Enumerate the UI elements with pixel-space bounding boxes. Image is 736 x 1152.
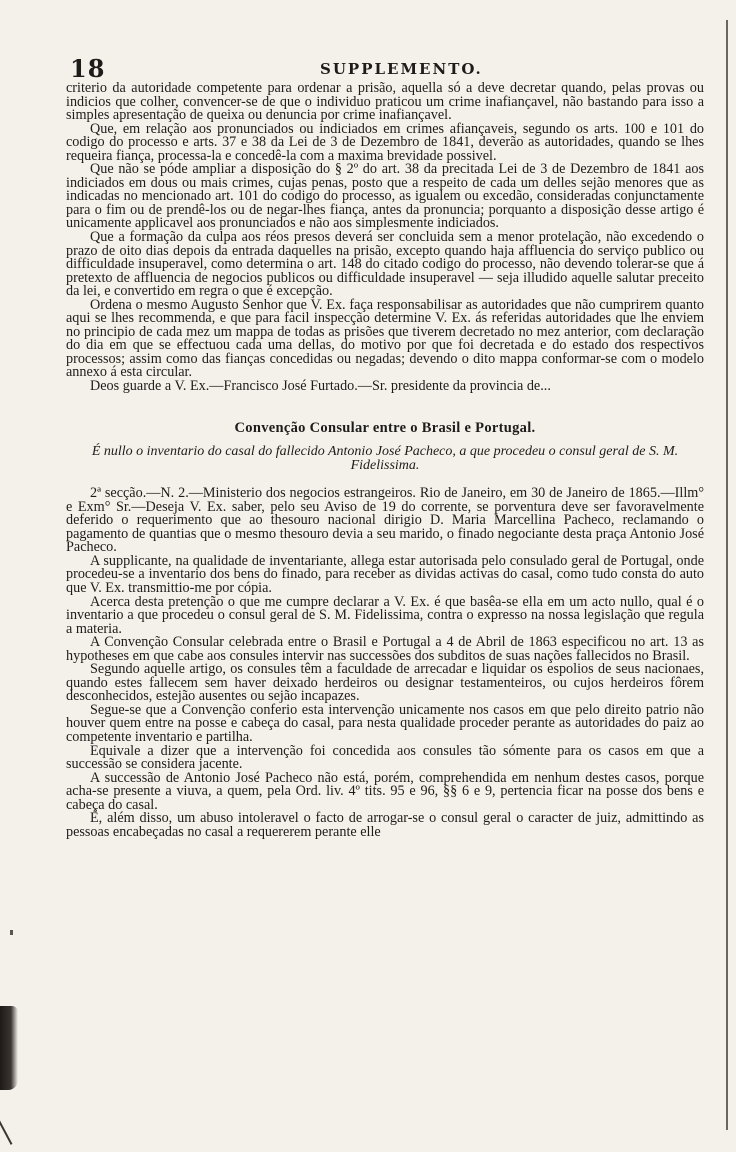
paragraph: Segundo aquelle artigo, os consules têm a faculdade de arrecadar e liquidar os espolios de seus nacionaes, quando estes fallecem sem haver deixado herdeiros ou designar testamenteiros, ou cujos herdeiros fôrem desconhecidos, estejão ausentes ou sejão incapazes.: [66, 661, 704, 705]
paragraph: Segue-se que a Convenção conferio esta intervenção unicamente nos casos em que pelo direito patrio não houver quem entre na posse e cabeça do casal, para nesta qualidade proceder perante as autoridades do paiz ao competente inventario e partilha.: [66, 701, 704, 745]
paragraph: Ordena o mesmo Augusto Senhor que V. Ex. faça responsabilisar as autoridades que não cumprirem quanto aqui se lhes recommenda, e que para facil inspecção determine V. Ex. ás referidas autoridades que lhe enviem no principio de cada mez um mappa de todas as prisões que tiverem decretado no mez anterior, com declaração do dia em que se effectuou cada uma dellas, do motivo por que foi decretada e do estado dos respectivos processos; assim como das fianças concedidas ou negadas; devendo o dito mappa conformar-se com o modelo annexo á esta circular.: [66, 296, 704, 381]
paragraph: criterio da autoridade competente para ordenar a prisão, aquella só a deve decretar quando, pelas provas ou indicios que colher, convencer-se de que o individuo praticou um crime inafiançavel, não bastando para isso a simples apresentação de queixa ou denuncia por crime inafiançavel.: [66, 80, 704, 124]
paragraph: 2ª secção.—N. 2.—Ministerio dos negocios estrangeiros. Rio de Janeiro, em 30 de Janeiro de 1865.—Illm° e Exm° Sr.—Deseja V. Ex. saber, pelo seu Aviso de 19 do corrente, se porventura deve ser favoravelmente deferido o requerimento que ao thesouro nacional dirigio D. Maria Marcellina Pacheco, reclamando o pagamento de quantias que o mesmo thesouro devia a seu marido, o finado negociante desta praça Antonio José Pacheco.: [66, 485, 704, 556]
paragraph: Que não se póde ampliar a disposição do § 2º do art. 38 da precitada Lei de 3 de Dezembro de 1841 aos indiciados em dous ou mais crimes, cujas penas, posto que a respeito de cada um delles sejão menores que as indicadas no mencionado art. 101 do codigo do processo, as igualem ou excedão, consideradas conjunctamente para o fim ou de prendê-los ou de negar-lhes fiança, antes da pronuncia; porquanto a disposição desse artigo é unicamente applicavel aos pronunciados e não aos simplesmente indiciados.: [66, 161, 704, 232]
paragraph: Que a formação da culpa aos réos presos deverá ser concluida sem a menor protelação, não excedendo o prazo de oito dias depois da entrada daquelles na prisão, excepto quando haja affluencia do serviço publico ou difficuldade insuperavel, como determina o art. 148 do citado codigo do processo, não devendo tolerar-se que á pretexto de affluencia de negocios publicos ou difficuldade insuperavel — seja illudido aquelle salutar preceito da lei, e convertido em regra o que é excepção.: [66, 229, 704, 300]
text-column: [66, 82, 704, 839]
page-edge-rule: [726, 20, 728, 1130]
section-summary: É nullo o inventario do casal do fallecido Antonio José Pacheco, a que procedeu o consul geral de S. M. Fidelissima.: [91, 444, 679, 474]
section-title: Convenção Consular entre o Brasil e Portugal.: [234, 419, 536, 436]
paragraph: Acerca desta pretenção o que me cumpre declarar a V. Ex. é que basêa-se ella em um acto nullo, qual é o inventario a que procedeu o consul geral de S. M. Fidelissima, contra o expresso na nossa legislação que regula a materia.: [66, 593, 704, 637]
paragraph: A supplicante, na qualidade de inventariante, allega estar autorisada pelo consulado geral de Portugal, onde procedeu-se a inventario dos bens do finado, para receber as dividas activas do casal, como tudo consta do auto que V. Ex. transmittio-me por cópia.: [66, 552, 704, 596]
paragraph: Equivale a dizer que a intervenção foi concedida aos consules tão sómente para os casos em que a successão se considera jacente.: [66, 742, 704, 773]
paragraph: A Convenção Consular celebrada entre o Brasil e Portugal a 4 de Abril de 1863 especificou no art. 13 as hypotheses em que cabe aos consules intervir nas successões dos subditos de suas nações fallecidos no Brasil.: [66, 634, 704, 664]
page-number: 18: [70, 54, 106, 83]
margin-mark: [10, 930, 13, 935]
running-title: SUPPLEMENTO.: [320, 60, 483, 78]
binding-stain: [0, 1006, 18, 1090]
margin-stroke: [0, 1119, 12, 1145]
paragraph: É, além disso, um abuso intoleravel o facto de arrogar-se o consul geral o caracter de juiz, admittindo as pessoas encabeçadas no casal a requererem perante elle: [66, 810, 704, 840]
paragraph: Que, em relação aos pronunciados ou indiciados em crimes afiançaveis, segundo os arts. 100 e 101 do codigo do processo e arts. 37 e 38 da Lei de 3 de Dezembro de 1841, deverão as autoridades, quando se lhes requeira fiança, processa-la e concedê-la com a maxima brevidade possivel.: [66, 120, 704, 164]
paragraph: A successão de Antonio José Pacheco não está, porém, comprehendida em nenhum destes casos, porque acha-se presente a viuva, a quem, pela Ord. liv. 4º tits. 95 e 96, §§ 6 e 9, pertencia ficar na posse dos bens e cabeça do casal.: [66, 769, 704, 813]
closing-signature: Deos guarde a V. Ex.—Francisco José Furtado.—Sr. presidente da provincia de...: [90, 378, 551, 395]
